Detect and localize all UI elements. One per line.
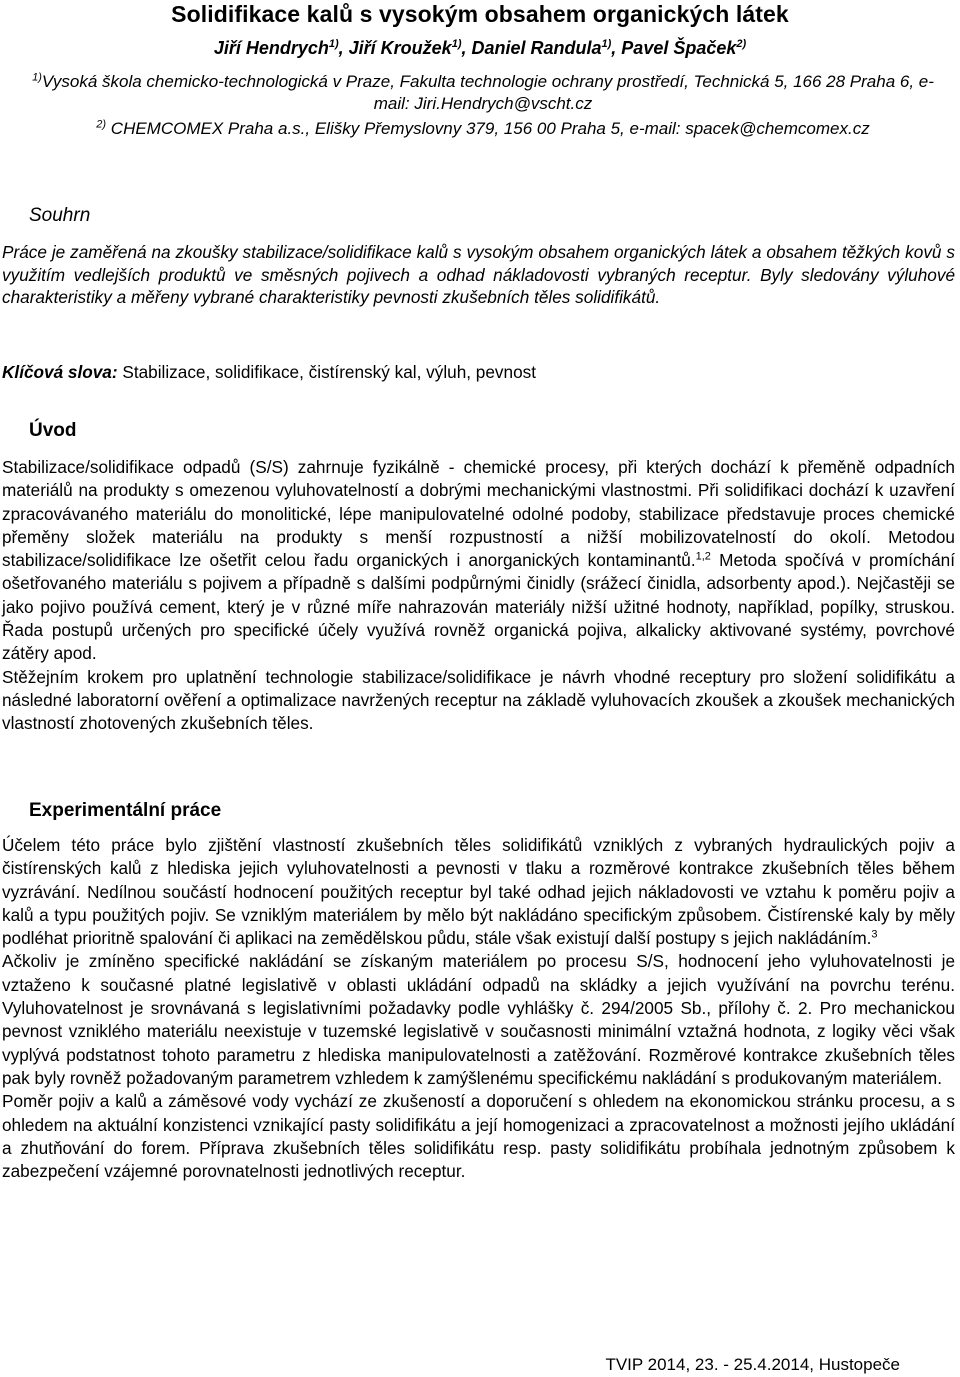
paragraph-text: Stabilizace/solidifikace odpadů (S/S) zahrnuje fyzikálně - chemické procesy, při kterých dochází k přeměně odpadních materiálů na produkty s omezenou vyluhovatelností a dobrými mechanickými vlastnostmi. Při solidifikaci dochází k uzavření zpracovávaného materiálu do monolitické, lépe manipulovatelné odolné podoby, stabilizace představuje proces chemické přeměny složek materiálu na produkty s menší rozpustností a nižší mobilizovatelností do okolí. Metodou stabilizace/solidifikace lze ošetřit celou řadu organických i anorganických kontaminantů. xyxy=(2,457,955,571)
author-name: , Daniel Randula xyxy=(461,38,602,58)
paragraph-text: Ačkoliv je zmíněno specifické nakládání se získaným materiálem po procesu S/S, hodnocení jeho vyluhovatelnosti je vztaženo k současné platné legislativě v oblasti ukládání odpadů na skládky a jejich využívání na povrchu terénu. Vyluhovatelnost je srovnávaná s legislativními požadavky podle vyhlášky č. 294/2005 Sb., přílohy č. 2. Pro mechanickou pevnost vzniklého materiálu neexistuje v tuzemské legislativě v současnosti minimální vztažná hodnota, z logiky věci však vyplývá podstatnost tohoto parametru z hlediska manipulovatelnosti a zatěžování. Rozměrové kontrakce zkušebních těles pak byly rovněž požadovaným parametrem vzhledem k zamýšlenému specifickému nakládání s produkovaným materiálem. xyxy=(2,951,955,1088)
paper-title: Solidifikace kalů s vysokým obsahem organických látek xyxy=(171,1,789,27)
abstract-heading: Souhrn xyxy=(29,205,91,226)
author-name: , Jiří Kroužek xyxy=(338,38,452,58)
keywords-text: Stabilizace, solidifikace, čistírenský kal, výluh, pevnost xyxy=(117,362,537,382)
page-footer: TVIP 2014, 23. - 25.4.2014, Hustopeče xyxy=(605,1355,900,1374)
author-affil-marker: 1) xyxy=(328,38,339,50)
author-name: Jiří Hendrych xyxy=(213,38,329,58)
citation-marker: 3 xyxy=(871,928,878,941)
affiliation-marker: 2) xyxy=(96,118,107,131)
author-affil-marker: 1) xyxy=(601,38,612,50)
keywords xyxy=(2,361,955,383)
keywords-label: Klíčová slova: xyxy=(2,362,118,382)
abstract-text: Práce je zaměřená na zkoušky stabilizace/solidifikace kalů s vysokým obsahem organických látek a obsahem těžkých kovů s využitím vedlejších produktů ve směsných pojivech a odhad nákladovosti vybraných receptur. Byly sledovány výluhové charakteristiky a měřeny vybrané charakteristiky pevnosti zkušebních těles solidifikátů. xyxy=(2,242,955,308)
affiliation-marker: 1) xyxy=(32,71,42,84)
author-affil-marker: 1) xyxy=(451,38,462,50)
paragraph-text: Poměr pojiv a kalů a záměsové vody vychází ze zkušeností a doporučení s ohledem na ekonomickou stránku procesu, a s ohledem na aktuální konzistenci vznikající pasty solidifikátu a její homogenizaci a zpracovatelnost a možnosti jejího ukládání a zhutňování do forem. Příprava zkušebních těles solidifikátu resp. pasty solidifikátu probíhala jednotným způsobem k zabezpečení vzájemné porovnatelnosti jednotlivých receptur. xyxy=(2,1091,955,1182)
paragraph-text: Účelem této práce bylo zjištění vlastností zkušebních těles solidifikátů vzniklých z vybraných hydraulických pojiv a čistírenských kalů z hlediska jejich vyluhovatelnosti a pevnosti v tlaku a rozměrové kontrakce zkušebních těles během vyzrávání. Nedílnou součástí hodnocení použitých receptur byl také odhad jejich nákladovosti ve vztahu k poměru pojiv a kalů a typu použitých pojiv. Se vzniklým materiálem by mělo být nakládáno specifickým způsobem. Čistírenské kaly by měly podléhat prioritně spalování či aplikaci na zemědělskou půdu, stále však existují další postupy s jejich nakládáním. xyxy=(2,835,955,949)
paragraph-text: Metoda spočívá v promíchání ošetřovaného materiálu s pojivem a případně s dalšími podpůrnými činidly (srážecí činidla, adsorbenty apod.). Nejčastěji se jako pojivo používá cement, který je v různé míře nahrazován materiály nižší užitné hodnoty, například, popílky, struskou. Řada postupů určených pro specifické účely využívá rovněž organická pojiva, alkalicky aktivované systémy, povrchové zátěry apod. xyxy=(2,550,955,664)
experimental-heading: Experimentální práce xyxy=(29,800,222,821)
affiliation-1 xyxy=(18,71,948,115)
author-affil-marker: 2) xyxy=(736,38,747,50)
author-list xyxy=(0,37,960,59)
affiliation-text: CHEMCOMEX Praha a.s., Elišky Přemyslovny 379, 156 00 Praha 5, e-mail: spacek@chemcomex.cz xyxy=(106,119,870,138)
introduction-heading: Úvod xyxy=(29,420,77,441)
paragraph-text: Stěžejním krokem pro uplatnění technologie stabilizace/solidifikace je návrh vhodné receptury pro složení solidifikátu a následné laboratorní ověření a optimalizace navržených receptur na základě vyluhovacích zkoušek a zkoušek mechanických vlastností zhotovených zkušebních těles. xyxy=(2,666,955,734)
author-name: , Pavel Špaček xyxy=(611,38,737,58)
affiliation-2 xyxy=(18,118,948,140)
citation-marker: 1,2 xyxy=(695,550,711,563)
affiliation-text: Vysoká škola chemicko-technologická v Praze, Fakulta technologie ochrany prostředí, Technická 5, 166 28 Praha 6, e-mail: Jiri.Hendrych@vscht.cz xyxy=(41,72,934,113)
introduction-body xyxy=(2,456,955,736)
experimental-body xyxy=(2,834,955,1183)
